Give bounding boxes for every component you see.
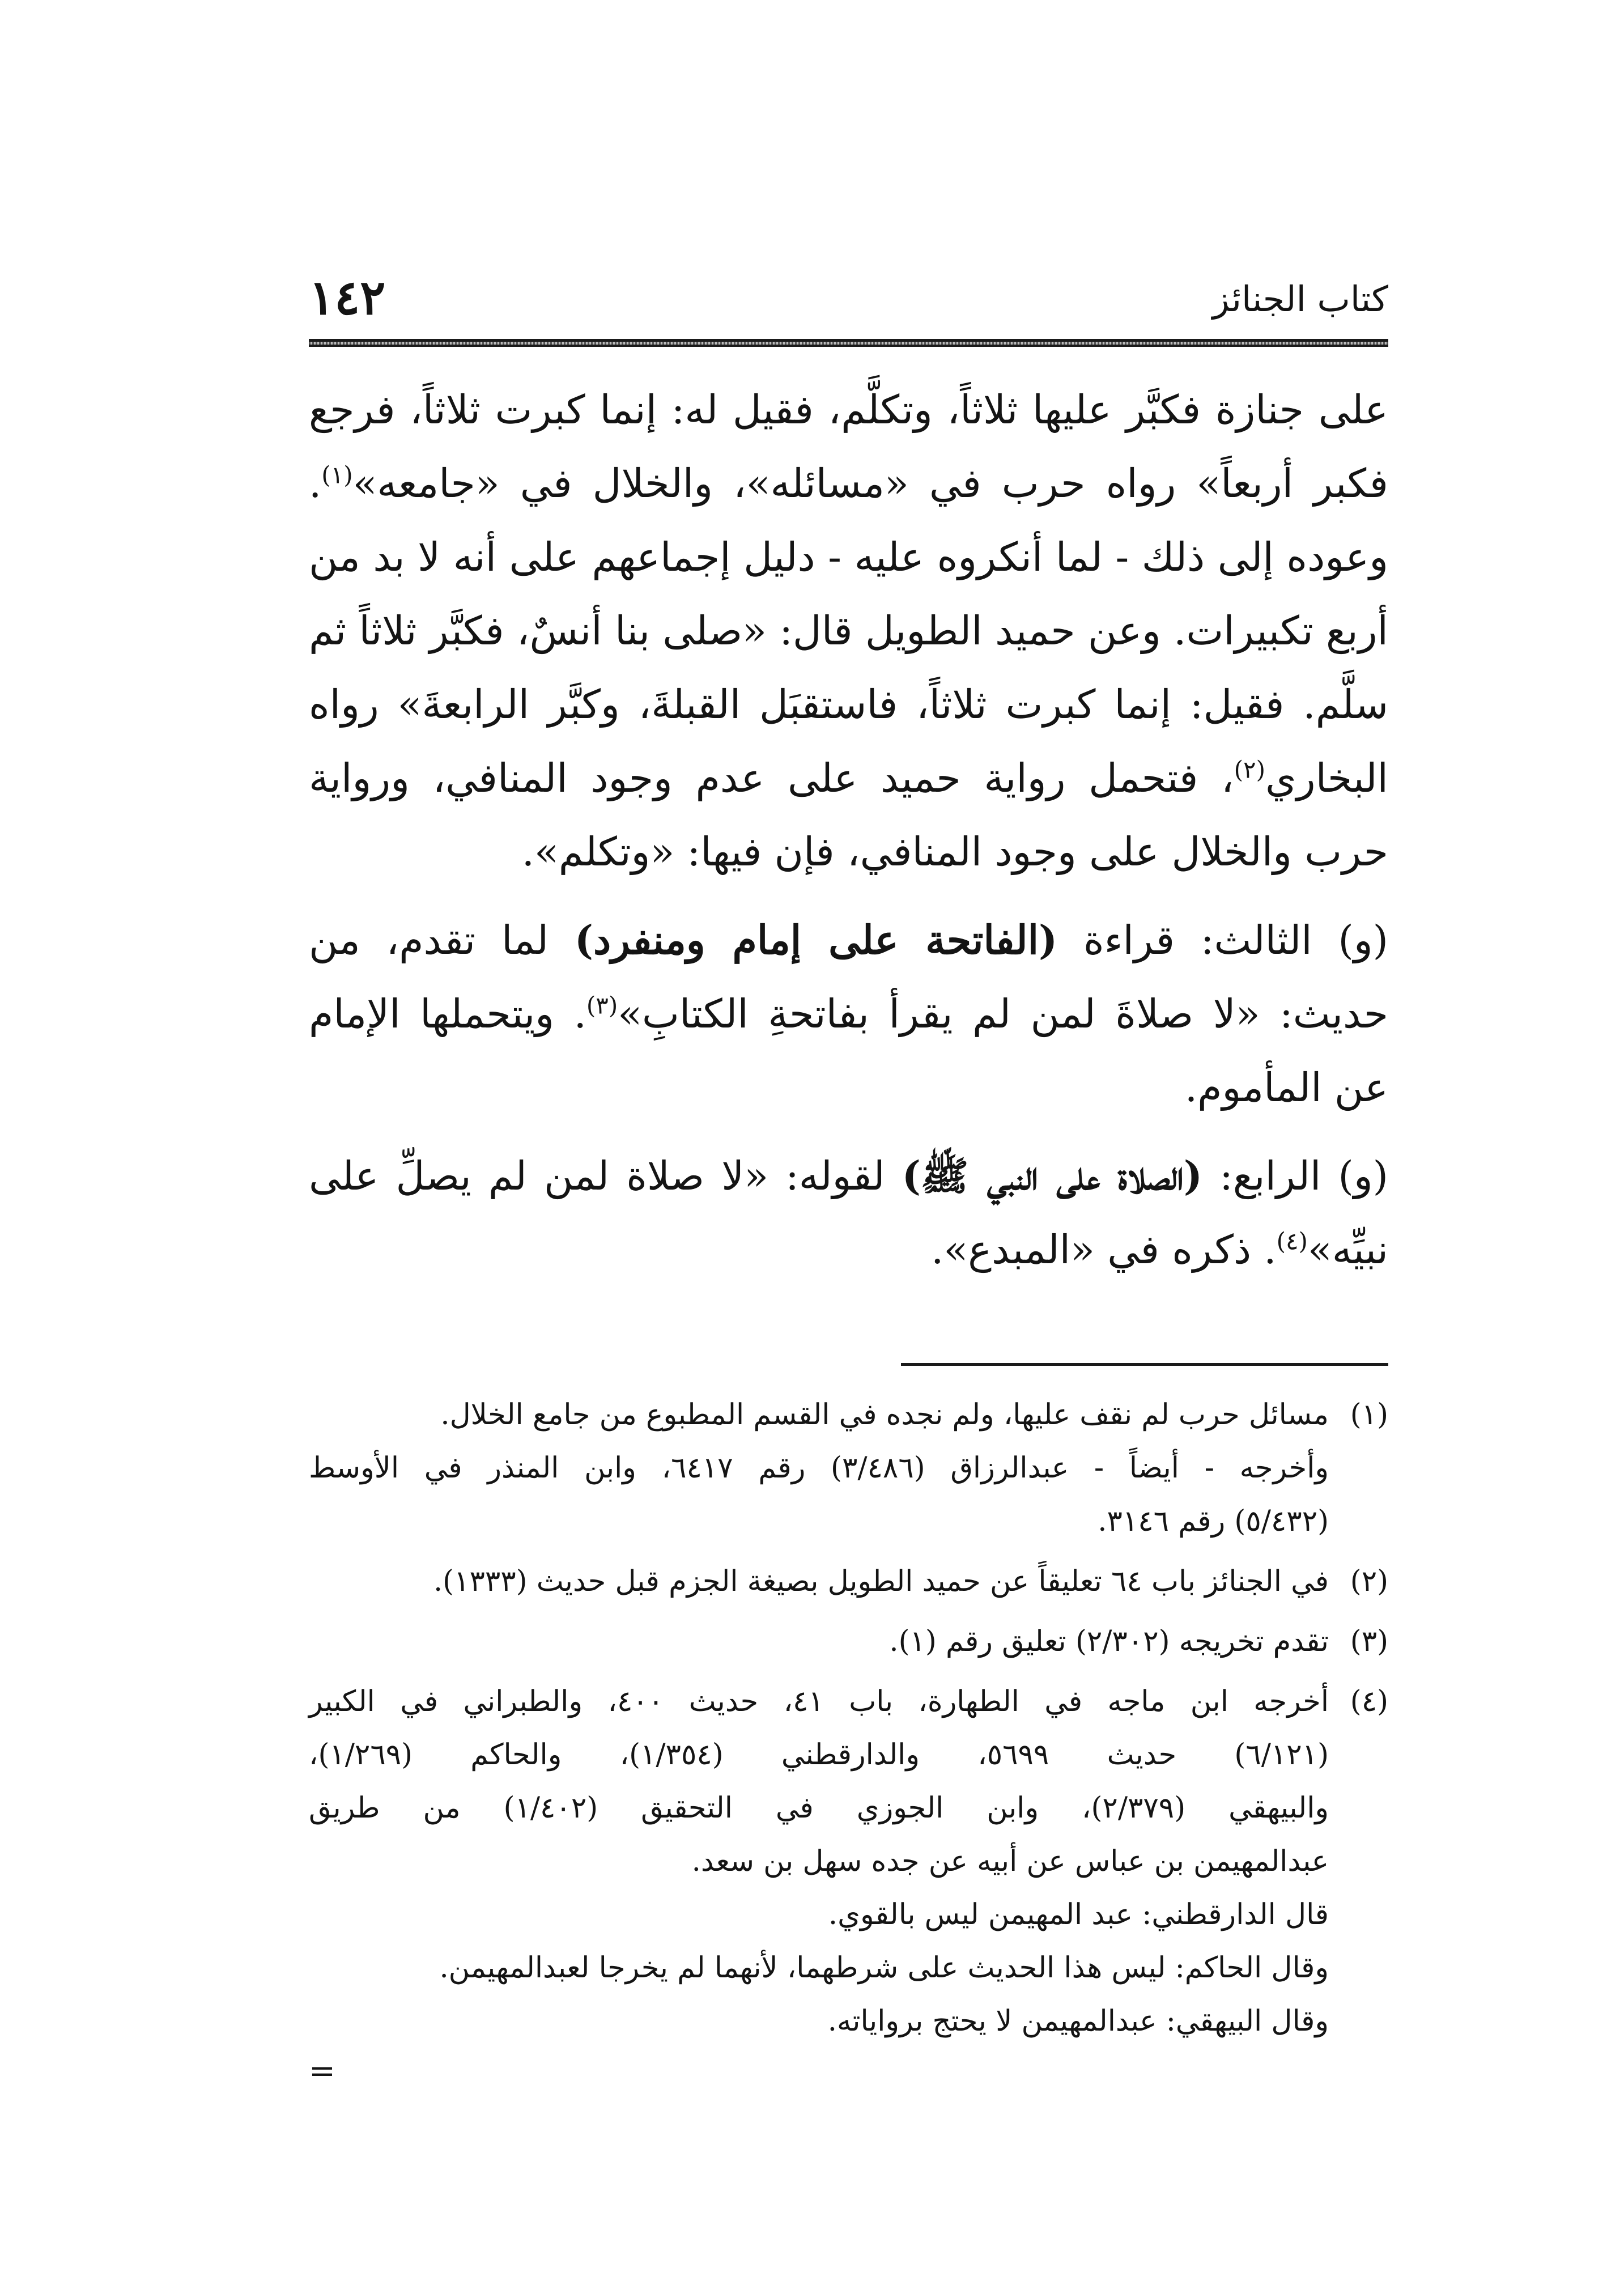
footnotes <box>309 1388 1388 2048</box>
p1-text-a: على جنازة فكبَّر عليها ثلاثاً، وتكلَّم، فقيل له: إنما كبرت ثلاثاً، فرجع فكبر أربعاً» رواه حرب في «مسائله»، والخلال في «جامعه» <box>309 387 1388 507</box>
footnote-line: تقدم تخريجه (٢/٣٠٢) تعليق رقم (١). <box>889 1625 1329 1658</box>
footnote-line: مسائل حرب لم نقف عليها، ولم نجده في القسم المطبوع من جامع الخلال. <box>440 1398 1329 1432</box>
footnote-separator <box>901 1363 1388 1366</box>
footnote-line: أخرجه ابن ماجه في الطهارة، باب ٤١، حديث ٤٠٠، والطبراني في الكبير <box>309 1685 1329 1718</box>
paragraph-3 <box>309 1139 1388 1286</box>
p2-bold-phrase: (الفاتحة على إمام ومنفرد) <box>574 916 1058 963</box>
footnote-number: (٣) <box>1350 1625 1388 1658</box>
footnote-1 <box>309 1388 1388 1548</box>
footnote-number: (١) <box>1350 1398 1388 1432</box>
footnote-number: (٢) <box>1350 1565 1388 1598</box>
paragraph-2 <box>309 903 1388 1124</box>
footnote-line: قال الدارقطني: عبد المهيمن ليس بالقوي. <box>828 1898 1329 1931</box>
footnote-2 <box>309 1555 1388 1608</box>
p1-text-c: ، فتحمل رواية حميد على عدم وجود المنافي، ورواية حرب والخلال على وجود المنافي، فإن فيها: «وتكلم». <box>309 755 1388 875</box>
footnote-3 <box>309 1615 1388 1668</box>
p3-text-c: . ذكره في «المبدع». <box>931 1226 1277 1273</box>
p1-text-b: . وعوده إلى ذلك - لما أنكروه عليه - دليل إجماعهم على أنه لا بد من أربع تكبيرات. وعن حميد الطويل قال: «صلى بنا أنسٌ، فكبَّر ثلاثاً ثم سلَّم. فقيل: إنما كبرت ثلاثاً، فاستقبَل القبلةَ، وكبَّر الرابعةَ» رواه البخاري <box>309 460 1388 801</box>
header-rule <box>309 339 1388 347</box>
p3-bold-phrase: (الصلاة على النبي ﷺ) <box>902 1152 1203 1199</box>
footnote-ref-4: (٤) <box>1276 1227 1308 1255</box>
continuation-mark: = <box>309 2053 335 2090</box>
p2-text-a: (و) الثالث: قراءة <box>1057 917 1388 963</box>
running-title: كتاب الجنائز <box>1212 278 1388 320</box>
p3-text-a: (و) الرابع: <box>1202 1153 1388 1199</box>
page-number: ١٤٢ <box>309 269 386 325</box>
paragraph-1 <box>309 373 1388 889</box>
main-text <box>309 373 1388 1286</box>
footnote-line: والبيهقي (٢/٣٧٩)، وابن الجوزي في التحقيق (١/٤٠٢) من طريق <box>309 1791 1329 1825</box>
footnote-line: (٥/٤٣٢) رقم ٣١٤٦. <box>1098 1505 1329 1538</box>
page-header <box>309 266 1388 340</box>
footnote-text <box>309 1615 1329 1668</box>
footnote-line: وأخرجه - أيضاً - عبدالرزاق (٣/٤٨٦) رقم ٦٤١٧، وابن المنذر في الأوسط <box>309 1451 1329 1485</box>
p2-text-b: لما تقدم، من حديث: «لا صلاةَ لمن لم يقرأ بفاتحةِ الكتابِ» <box>309 917 1388 1037</box>
footnote-ref-2: (٢) <box>1234 755 1265 784</box>
p2-text-c: . ويتحملها الإمام عن المأموم. <box>309 991 1388 1111</box>
footnote-line: وقال الحاكم: ليس هذا الحديث على شرطهما، لأنهما لم يخرجا لعبدالمهيمن. <box>439 1951 1329 1985</box>
footnote-text <box>309 1555 1329 1608</box>
footnote-text <box>309 1675 1329 2048</box>
footnote-line: وقال البيهقي: عبدالمهيمن لا يحتج بروایاته. <box>827 2005 1329 2038</box>
footnote-ref-3: (٣) <box>586 991 618 1020</box>
footnote-line: عبدالمهيمن بن عباس عن أبيه عن جده سهل بن سعد. <box>691 1845 1329 1878</box>
p3-text-b: لقوله: «لا صلاة لمن لم يصلِّ على نبيِّه» <box>309 1153 1388 1273</box>
footnote-number: (٤) <box>1350 1685 1388 1718</box>
footnote-line: (٦/١٢١) حديث ٥٦٩٩، والدارقطني (١/٣٥٤)، والحاكم (١/٢٦٩)، <box>309 1738 1329 1772</box>
footnote-line: في الجنائز باب ٦٤ تعليقاً عن حميد الطويل بصيغة الجزم قبل حديث (١٣٣٣). <box>433 1565 1329 1598</box>
footnote-ref-1: (١) <box>321 461 353 489</box>
footnote-4 <box>309 1675 1388 2048</box>
footnote-text <box>309 1388 1329 1548</box>
